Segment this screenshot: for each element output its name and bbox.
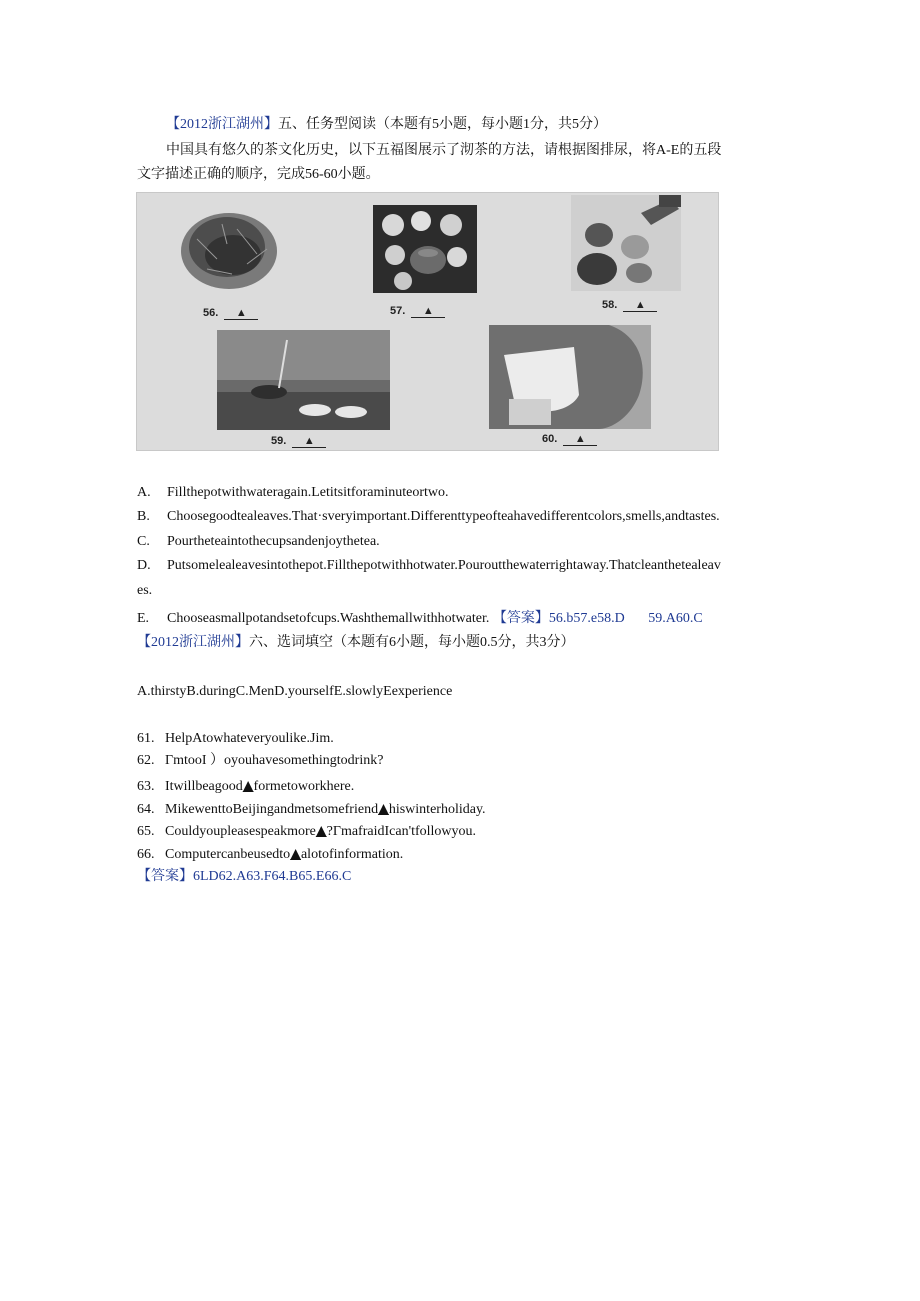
caption-60-number: 60. xyxy=(542,433,558,445)
blank-59: ▲ xyxy=(292,436,326,448)
section-5-source: 【2012浙江湖州】 xyxy=(166,117,278,132)
question-62-text: ΓmtooI ）oyouhavesomethingtodrink? xyxy=(165,753,384,768)
option-e-text: Chooseasmallpotandsetofcups.Washthemallwithhotwater. xyxy=(167,611,490,626)
question-65-after: ?ΓmafraidIcan'tfollowyou. xyxy=(326,824,477,839)
section-5-header xyxy=(166,116,607,134)
section-5-title: 五、任务型阅读（本题有5小题，每小题1分，共5分） xyxy=(278,117,607,132)
section-6-header xyxy=(137,634,575,652)
question-61 xyxy=(137,730,334,748)
intro-line-2: 文字描述正确的顺序，完成56-60小题。 xyxy=(137,167,380,182)
caption-57 xyxy=(390,305,445,318)
photo-pouring-water xyxy=(571,195,681,291)
blank-56: ▲ xyxy=(224,308,258,320)
caption-57-number: 57. xyxy=(390,305,406,317)
option-b-text: Choosegoodtealeaves.That·sveryimportant.Differenttypeofteahavedifferentcolors,smells,andtastes. xyxy=(167,509,720,524)
question-65 xyxy=(137,822,476,841)
intro-line-1: 中国具有悠久的茶文化历史，以下五福图展示了沏茶的方法，请根据图排尿，将A-E的五段 xyxy=(166,143,722,158)
blank-60: ▲ xyxy=(563,434,597,446)
answer-section-5: 【答案】56.b57.e58.D xyxy=(492,611,625,626)
question-62-number: 62. xyxy=(137,753,155,768)
option-d-continued: es. xyxy=(137,583,153,598)
question-66 xyxy=(137,845,403,864)
option-b-letter: B. xyxy=(137,509,150,524)
question-63-before: Itwillbeagood xyxy=(165,779,243,794)
question-65-before: Couldyoupleasespeakmore xyxy=(165,824,316,839)
question-66-number: 66. xyxy=(137,847,155,862)
section-6-source: 【2012浙江湖州】 xyxy=(137,635,249,650)
word-bank: A.thirstyB.duringC.MenD.yourselfE.slowlyEexperience xyxy=(137,684,453,699)
caption-56-number: 56. xyxy=(203,307,219,319)
question-63-blank-marker: ▲ xyxy=(242,778,254,794)
caption-60 xyxy=(542,433,597,446)
photo-pot-and-cups xyxy=(373,205,477,293)
caption-56 xyxy=(203,307,258,320)
question-66-before: Computercanbeusedto xyxy=(165,847,291,862)
blank-58: ▲ xyxy=(623,300,657,312)
caption-59 xyxy=(271,435,326,448)
question-65-blank-marker: ▲ xyxy=(315,823,327,839)
answer-section-6: 【答案】6LD62.A63.F64.B65.E66.C xyxy=(137,869,352,884)
question-64 xyxy=(137,800,486,819)
option-a-letter: A. xyxy=(137,485,151,500)
caption-58-number: 58. xyxy=(602,299,618,311)
tea-steps-figure xyxy=(136,192,719,451)
question-64-blank-marker: ▲ xyxy=(378,801,389,817)
blank-57: ▲ xyxy=(411,306,445,318)
option-c xyxy=(137,533,380,551)
option-d xyxy=(137,557,721,575)
question-65-number: 65. xyxy=(137,824,155,839)
question-66-blank-marker: ▲ xyxy=(290,846,301,862)
answer-section-5-part2: 59.A60.C xyxy=(648,611,703,626)
question-63 xyxy=(137,777,354,796)
photo-cups-on-table xyxy=(217,330,390,430)
option-d-text: Putsomelealeavesintothepot.Fillthepotwithhotwater.Pouroutthewaterrightaway.Thatcleanthetealeav xyxy=(167,558,721,573)
photo-drinking-tea xyxy=(489,325,651,429)
section-6-title: 六、选词填空（本题有6小题，每小题0.5分，共3分） xyxy=(249,635,575,650)
question-61-number: 61. xyxy=(137,731,155,746)
question-63-number: 63. xyxy=(137,779,155,794)
option-c-letter: C. xyxy=(137,534,150,549)
question-64-number: 64. xyxy=(137,802,155,817)
question-64-after: hiswinterholiday. xyxy=(388,802,486,817)
option-c-text: Pourtheteaintothecupsandenjoythetea. xyxy=(167,534,380,549)
option-a xyxy=(137,484,449,502)
question-63-after: formetoworkhere. xyxy=(253,779,355,794)
question-66-after: alotofinformation. xyxy=(300,847,404,862)
option-b xyxy=(137,508,720,526)
option-e-letter: E. xyxy=(137,611,150,626)
caption-59-number: 59. xyxy=(271,435,287,447)
question-61-text: HelpAtowhateveryoulike.Jim. xyxy=(165,731,334,746)
caption-58 xyxy=(602,299,657,312)
question-62 xyxy=(137,752,383,770)
option-d-letter: D. xyxy=(137,558,151,573)
option-a-text: Fillthepotwithwateragain.Letitsitforaminuteortwo. xyxy=(167,485,449,500)
question-64-before: MikewenttoBeijingandmetsomefriend xyxy=(165,802,379,817)
photo-tea-leaves xyxy=(177,199,282,294)
option-e xyxy=(137,610,703,628)
